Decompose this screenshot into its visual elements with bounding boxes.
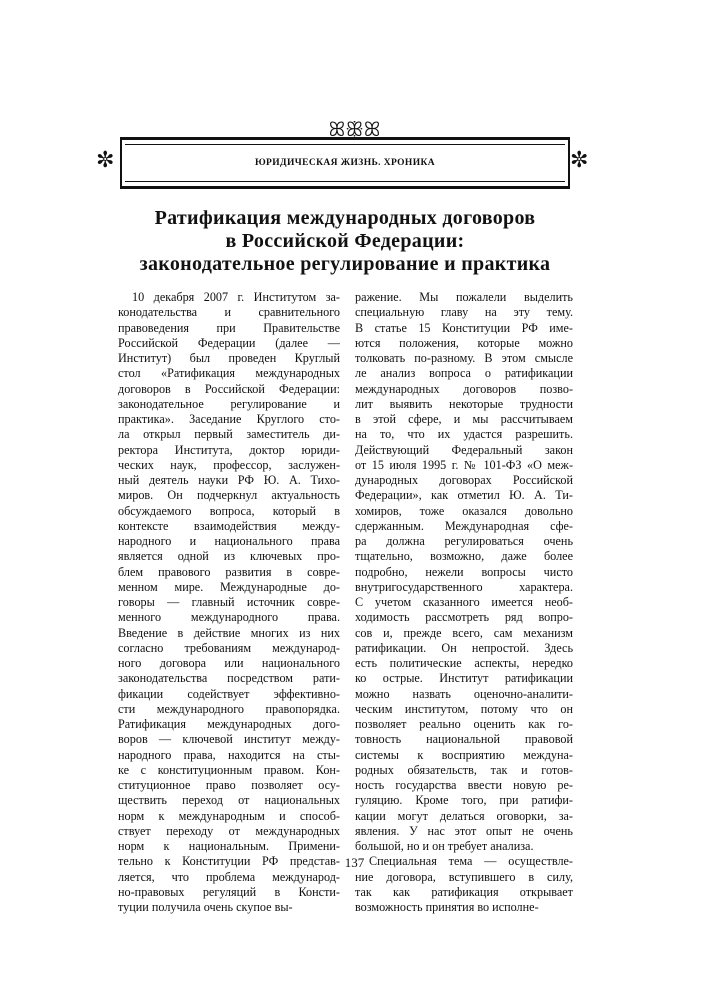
- text-line: ко острые. Институт ратификации: [355, 671, 573, 686]
- text-line: ются положения, которые можно: [355, 335, 573, 350]
- text-line: ходимость рассмотреть ряд вопро-: [355, 610, 573, 625]
- text-line: Институт) был проведен Круглый: [118, 351, 340, 365]
- text-line: народного права, находится на сты-: [118, 747, 340, 762]
- text-line: ного договора или национального: [118, 656, 340, 670]
- text-line: ражение. Мы пожалели выделить: [355, 290, 573, 304]
- title-line: Ратификация международных договоров: [154, 207, 536, 229]
- text-line: от 15 июля 1995 г. № 101-ФЗ «О меж-: [355, 457, 573, 472]
- title-line: в Российской Федерации:: [225, 230, 465, 252]
- text-line: ла открыл первый заместитель ди-: [118, 427, 340, 442]
- text-line: Ратификация международных дого-: [118, 717, 340, 731]
- text-line: блем правового развития в совре-: [118, 564, 340, 579]
- page-number: 137: [344, 855, 365, 870]
- text-line: практика». Заседание Круглого сто-: [118, 412, 340, 426]
- article-title: [100, 207, 590, 276]
- text-line: в этой сфере, и мы рассчитываем: [355, 412, 573, 426]
- text-line: ческим институтом, потому что он: [355, 701, 573, 716]
- text-line: В статье 15 Конституции РФ име-: [355, 320, 573, 335]
- text-line: ность государства ввести новую ре-: [355, 778, 573, 792]
- text-line: согласно требованиям международ-: [118, 640, 340, 655]
- text-line: Федерации», как отметил Ю. А. Ти-: [355, 488, 573, 503]
- text-line: обсуждаемого вопроса, который в: [118, 503, 340, 518]
- text-line: стол «Ратификация международных: [118, 366, 340, 381]
- text-line: правоведения при Правительстве: [118, 320, 340, 335]
- text-line: можно назвать оценочно-аналити-: [355, 686, 573, 701]
- text-line: лит выявить некоторые трудности: [355, 396, 573, 411]
- title-line: законодательное регулирование и практика: [139, 253, 551, 275]
- text-line: норм к национальным. Примени-: [118, 839, 340, 853]
- text-line: 10 декабря 2007 г. Институтом за-: [132, 290, 340, 304]
- left-text-column: [118, 290, 340, 915]
- text-line: толковать по-разному. В этом смысле: [355, 351, 573, 365]
- text-line: ние договора, вступившего в силу,: [355, 869, 573, 884]
- text-line: законодательное регулирование и: [118, 396, 340, 411]
- text-line: народного и национального права: [118, 534, 340, 548]
- left-flower-ornament: ✼: [96, 148, 115, 173]
- text-line: контексте взаимодействия между-: [118, 518, 340, 533]
- text-line: кации могут делаться оговорки, за-: [355, 808, 573, 823]
- text-line: туции получила очень скупое вы-: [118, 900, 293, 914]
- text-line: явления. У нас этот опыт не очень: [355, 823, 573, 838]
- text-line: ческих наук, профессор, заслужен-: [118, 457, 340, 472]
- top-ornament: ꕤꕥꕤ: [328, 117, 381, 141]
- text-line: специальную главу на эту тему.: [355, 305, 573, 320]
- text-line: является одной из ключевых про-: [118, 549, 340, 564]
- section-header-frame: [120, 137, 570, 189]
- text-line: С учетом сказанного имеется необ-: [355, 595, 573, 609]
- text-line: норм к международным и способ-: [118, 808, 340, 823]
- text-line: менного международного права.: [118, 610, 340, 625]
- text-line: договоров в Российской Федерации:: [118, 381, 340, 396]
- text-line: но-правовых регуляций в Консти-: [118, 884, 340, 899]
- text-line: товность национальной правовой: [355, 732, 573, 747]
- text-line: внутригосударственного характера.: [355, 579, 573, 594]
- text-line: ке с конституционным правом. Кон-: [118, 762, 340, 777]
- text-line: конодательства и сравнительного: [118, 305, 340, 320]
- text-line: фикации содействует эффективно-: [118, 686, 340, 701]
- text-line: менном мире. Международные до-: [118, 579, 340, 594]
- text-line: ратификации. Он непростой. Здесь: [355, 640, 573, 655]
- text-line: большой, но и он требует анализа.: [355, 839, 534, 853]
- text-line: родных обязательств, так и готов-: [355, 762, 573, 777]
- text-line: законодательства посредством рати-: [118, 671, 340, 686]
- text-line: гуляцию. Кроме того, при ратифи-: [355, 793, 573, 808]
- text-line: системы к восприятию междуна-: [355, 747, 573, 762]
- text-line: есть политические аспекты, нередко: [355, 656, 573, 670]
- text-line: ляется, что проблема международ-: [118, 869, 340, 884]
- text-line: возможность принятия во исполне-: [355, 900, 539, 914]
- right-text-column: [355, 290, 573, 915]
- text-line: воров — ключевой институт между-: [118, 732, 340, 747]
- text-line: ректора Института, доктор юриди-: [118, 442, 340, 457]
- text-line: ный деятель науки РФ Ю. А. Тихо-: [118, 473, 340, 487]
- text-line: тщательно, возможно, даже более: [355, 549, 573, 564]
- text-line: Введение в действие многих из них: [118, 625, 340, 640]
- text-line: на то, что их удастся разрешить.: [355, 427, 573, 442]
- text-line: международных договоров позво-: [355, 381, 573, 396]
- text-line: ле анализ вопроса о ратификации: [355, 366, 573, 381]
- text-line: дународных договорах Российской: [355, 473, 573, 487]
- text-line: Российской Федерации (далее —: [118, 335, 340, 350]
- text-line: тельно к Конституции РФ представ-: [118, 854, 340, 869]
- section-label: ЮРИДИЧЕСКАЯ ЖИЗНЬ. ХРОНИКА: [254, 158, 436, 168]
- text-line: Специальная тема — осуществле-: [369, 854, 573, 869]
- text-line: сти международного правопорядка.: [118, 701, 340, 716]
- text-line: сдержанным. Международная сфе-: [355, 518, 573, 533]
- text-line: ствует переходу от международных: [118, 823, 340, 838]
- text-line: миров. Он подчеркнул актуальность: [118, 488, 340, 503]
- text-line: сов и, прежде всего, сам механизм: [355, 625, 573, 640]
- text-line: хомиров, тоже оказался довольно: [355, 503, 573, 518]
- text-line: подробно, нежели вопросы чисто: [355, 564, 573, 579]
- text-line: так как ратификация открывает: [355, 884, 573, 899]
- text-line: Действующий Федеральный закон: [355, 442, 573, 457]
- text-line: ра должна регулироваться очень: [355, 534, 573, 548]
- text-line: позволяет реально оценить как го-: [355, 717, 573, 731]
- text-line: ституционное право позволяет осу-: [118, 778, 340, 792]
- text-line: говоры — главный источник совре-: [118, 595, 340, 609]
- text-line: ществить переход от национальных: [118, 793, 340, 808]
- section-header-inner: [125, 144, 565, 182]
- right-flower-ornament: ✼: [570, 148, 589, 173]
